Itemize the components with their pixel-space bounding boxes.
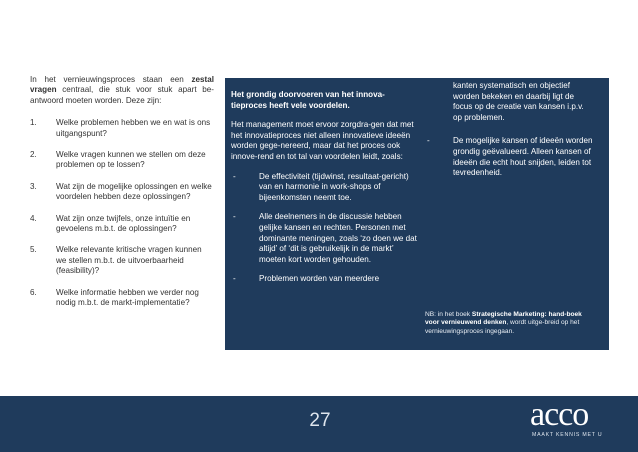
question-text: Wat zijn onze twijfels, onze intuïtie en gevoelens m.b.t. de oplossingen?: [56, 213, 191, 234]
bullet-item: [425, 136, 595, 178]
question-item: [30, 182, 214, 203]
question-number: 2.: [30, 150, 37, 160]
nb-prefix: NB: in het boek: [425, 310, 472, 318]
question-number: 1.: [30, 118, 37, 128]
bullet-dash: -: [233, 212, 236, 222]
intro-text-1: In het vernieuwingsproces staan een: [30, 75, 192, 84]
bullet-continuation: kanten systematisch en objectief worden bekeken en daarbij ligt de focus op de creatie van kansen i.p.v. op problemen.: [453, 81, 584, 122]
bullet-item: [231, 172, 417, 204]
nb-suffix: , wordt uitge-breid op het vernieuwingsproces ingegaan.: [425, 319, 580, 335]
bullet-dash: -: [233, 274, 236, 284]
question-item: [30, 214, 214, 235]
question-number: 6.: [30, 287, 37, 297]
bullet-list-right: [425, 136, 595, 178]
bullet-text: Problemen worden van meerdere: [259, 274, 380, 284]
nb-book-title: Strategische Marketing: hand-boek voor vernieuwend denken: [425, 310, 582, 327]
bullet-text: De mogelijke kansen of ideeën worden grondig geëvalueerd. Alleen kansen of ideeën die echt hout snijden, leiden tot tevredenheid.: [453, 136, 593, 178]
question-text: Welke vragen kunnen we stellen om deze problemen op te lossen?: [56, 150, 206, 170]
question-item: [30, 150, 214, 171]
logo-wordmark: acco: [530, 396, 589, 433]
nb-note: [425, 311, 597, 337]
question-number: 5.: [30, 245, 37, 255]
question-text: Wat zijn de mogelijke oplossingen en welke voordelen hebben deze oplossingen?: [56, 181, 212, 202]
intro-paragraph: [30, 75, 214, 106]
question-item: [30, 245, 214, 276]
question-item: [30, 288, 214, 309]
box-paragraph: Het management moet ervoor zorgdra-gen dat met het innovatieproces niet alleen innovatieve ideeën worden gege-nereerd, maar dat het proces ook innove-rend en tot tal van voordelen leidt, zoals:: [231, 120, 414, 161]
question-text: Welke relevante kritische vragen kunnen we stellen m.b.t. de uitvoerbaarheid (feasibility)?: [56, 245, 202, 276]
bullet-text: De effectiviteit (tijdwinst, resultaat-gericht) van en harmonie in work-shops of bijeenkomsten neemt toe.: [259, 171, 409, 202]
logo-tagline: MAAKT KENNIS MET U: [532, 432, 603, 438]
question-number: 4.: [30, 213, 37, 223]
intro-bold: zestal vragen: [30, 75, 214, 95]
highlight-box: [225, 78, 609, 350]
question-list: [30, 118, 214, 308]
bullet-dash: -: [427, 136, 430, 146]
intro-text-2: centraal, die stuk voor stuk apart be-antwoord moeten worden. Deze zijn:: [30, 85, 214, 105]
box-column-right: [425, 81, 595, 188]
box-heading: Het grondig doorvoeren van het innova-tieproces heeft vele voordelen.: [231, 90, 385, 110]
page-number: 27: [309, 410, 331, 431]
footer-band: [0, 396, 638, 452]
bullet-item: [231, 274, 417, 285]
left-column: [30, 75, 214, 320]
box-column-left: [231, 90, 417, 294]
question-text: Welke informatie hebben we verder nog nodig m.b.t. de markt-implementatie?: [56, 287, 199, 308]
question-number: 3.: [30, 181, 37, 191]
bullet-list-left: [231, 172, 417, 285]
question-text: Welke problemen hebben we en wat is ons uitgangspunt?: [56, 118, 211, 138]
bullet-text: Alle deelnemers in de discussie hebben gelijke kansen en rechten. Personen met dominante meningen, zoals ‘zo doen we dat altijd’ of ‘dit is gebruikelijk in de markt’ moeten kort worden gehouden.: [259, 212, 417, 264]
bullet-item: [231, 212, 417, 265]
acco-logo: [530, 396, 620, 442]
question-item: [30, 118, 214, 139]
bullet-dash: -: [233, 171, 236, 181]
